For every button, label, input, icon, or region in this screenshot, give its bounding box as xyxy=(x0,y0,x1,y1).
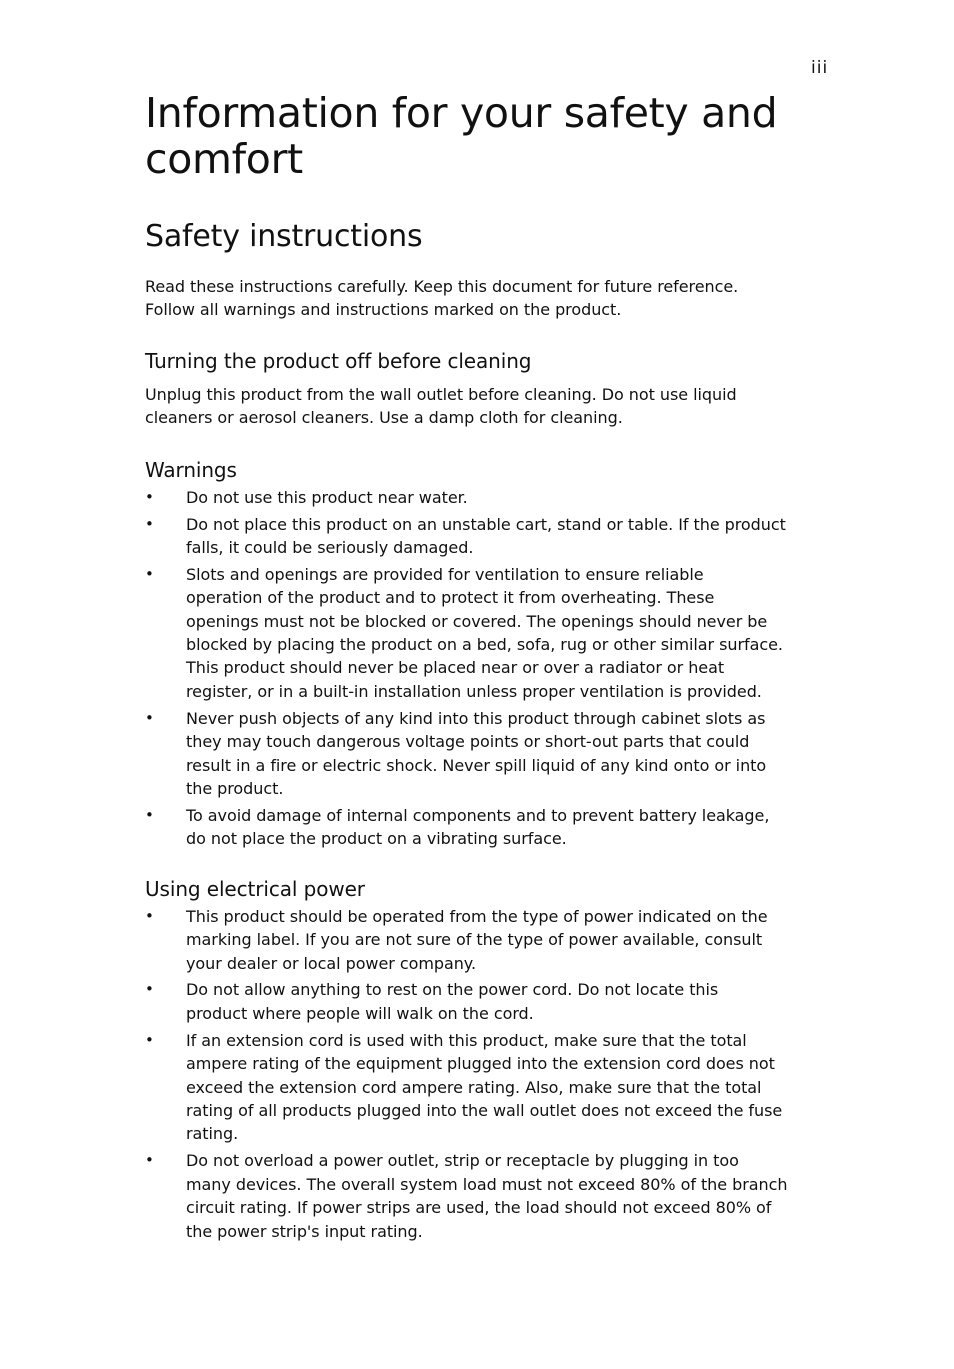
list-item xyxy=(145,513,835,560)
bullet-icon: • xyxy=(145,906,154,925)
bullet-icon: • xyxy=(145,708,154,727)
document-body xyxy=(145,90,835,1246)
list-item xyxy=(145,486,835,509)
page-number: iii xyxy=(811,58,829,78)
list-item xyxy=(145,978,835,1025)
bullet-icon: • xyxy=(145,487,154,506)
subheading-warnings: Warnings xyxy=(145,457,237,482)
list-item-text: Slots and openings are provided for ventilation to ensure reliable operation of the product and to protect it from overheating. These openings must not be blocked or covered. The openings should never be blocked by placing the product on a bed, sofa, rug or other similar surface. This product should never be placed near or over a radiator or heat register, or in a built-in installation unless proper ventilation is provided. xyxy=(186,564,783,701)
list-item-text: Do not use this product near water. xyxy=(186,487,468,507)
section-heading-safety-instructions: Safety instructions xyxy=(145,219,423,254)
list-item-text: This product should be operated from the type of power indicated on the marking label. If you are not sure of the type of power available, consult your dealer or local power company. xyxy=(186,906,768,973)
intro-paragraph: Read these instructions carefully. Keep this document for future reference. Follow all warnings and instructions marked on the product. xyxy=(145,277,739,320)
page-title: Information for your safety and comfort xyxy=(145,89,778,183)
list-item xyxy=(145,1029,835,1146)
bullet-icon: • xyxy=(145,1151,154,1170)
list-item-text: Do not overload a power outlet, strip or receptacle by plugging in too many devices. The overall system load must not exceed 80% of the branch circuit rating. If power strips are used, the load should not exceed 80% of the power strip's input rating. xyxy=(186,1151,788,1241)
subheading-electrical-power: Using electrical power xyxy=(145,876,365,901)
warnings-list xyxy=(145,486,835,851)
list-item xyxy=(145,905,835,975)
list-item-text: Do not place this product on an unstable cart, stand or table. If the product falls, it could be seriously damaged. xyxy=(186,514,786,557)
cleaning-paragraph: Unplug this product from the wall outlet before cleaning. Do not use liquid cleaners or aerosol cleaners. Use a damp cloth for cleaning. xyxy=(145,384,737,428)
bullet-icon: • xyxy=(145,564,154,583)
list-item xyxy=(145,804,835,851)
bullet-icon: • xyxy=(145,514,154,533)
list-item-text: To avoid damage of internal components and to prevent battery leakage, do not place the product on a vibrating surface. xyxy=(186,805,770,849)
bullet-icon: • xyxy=(145,1030,154,1049)
list-item-text: Do not allow anything to rest on the power cord. Do not locate this product where people will walk on the cord. xyxy=(186,980,719,1023)
bullet-icon: • xyxy=(145,980,154,999)
list-item xyxy=(145,563,835,703)
list-item xyxy=(145,707,835,801)
bullet-icon: • xyxy=(145,805,154,824)
list-item-text: Never push objects of any kind into this product through cabinet slots as they may touch dangerous voltage points or short-out parts that could result in a fire or electric shock. Never spill liquid of any kind onto or into the product. xyxy=(186,708,767,798)
power-list xyxy=(145,905,835,1243)
list-item-text: If an extension cord is used with this product, make sure that the total ampere rating of the equipment plugged into the extension cord does not exceed the extension cord ampere rating. Also, make sure that the total rating of all products plugged into the wall outlet does not exceed the fuse rating. xyxy=(186,1030,783,1144)
subheading-cleaning: Turning the product off before cleaning xyxy=(145,348,532,373)
list-item xyxy=(145,1149,835,1243)
